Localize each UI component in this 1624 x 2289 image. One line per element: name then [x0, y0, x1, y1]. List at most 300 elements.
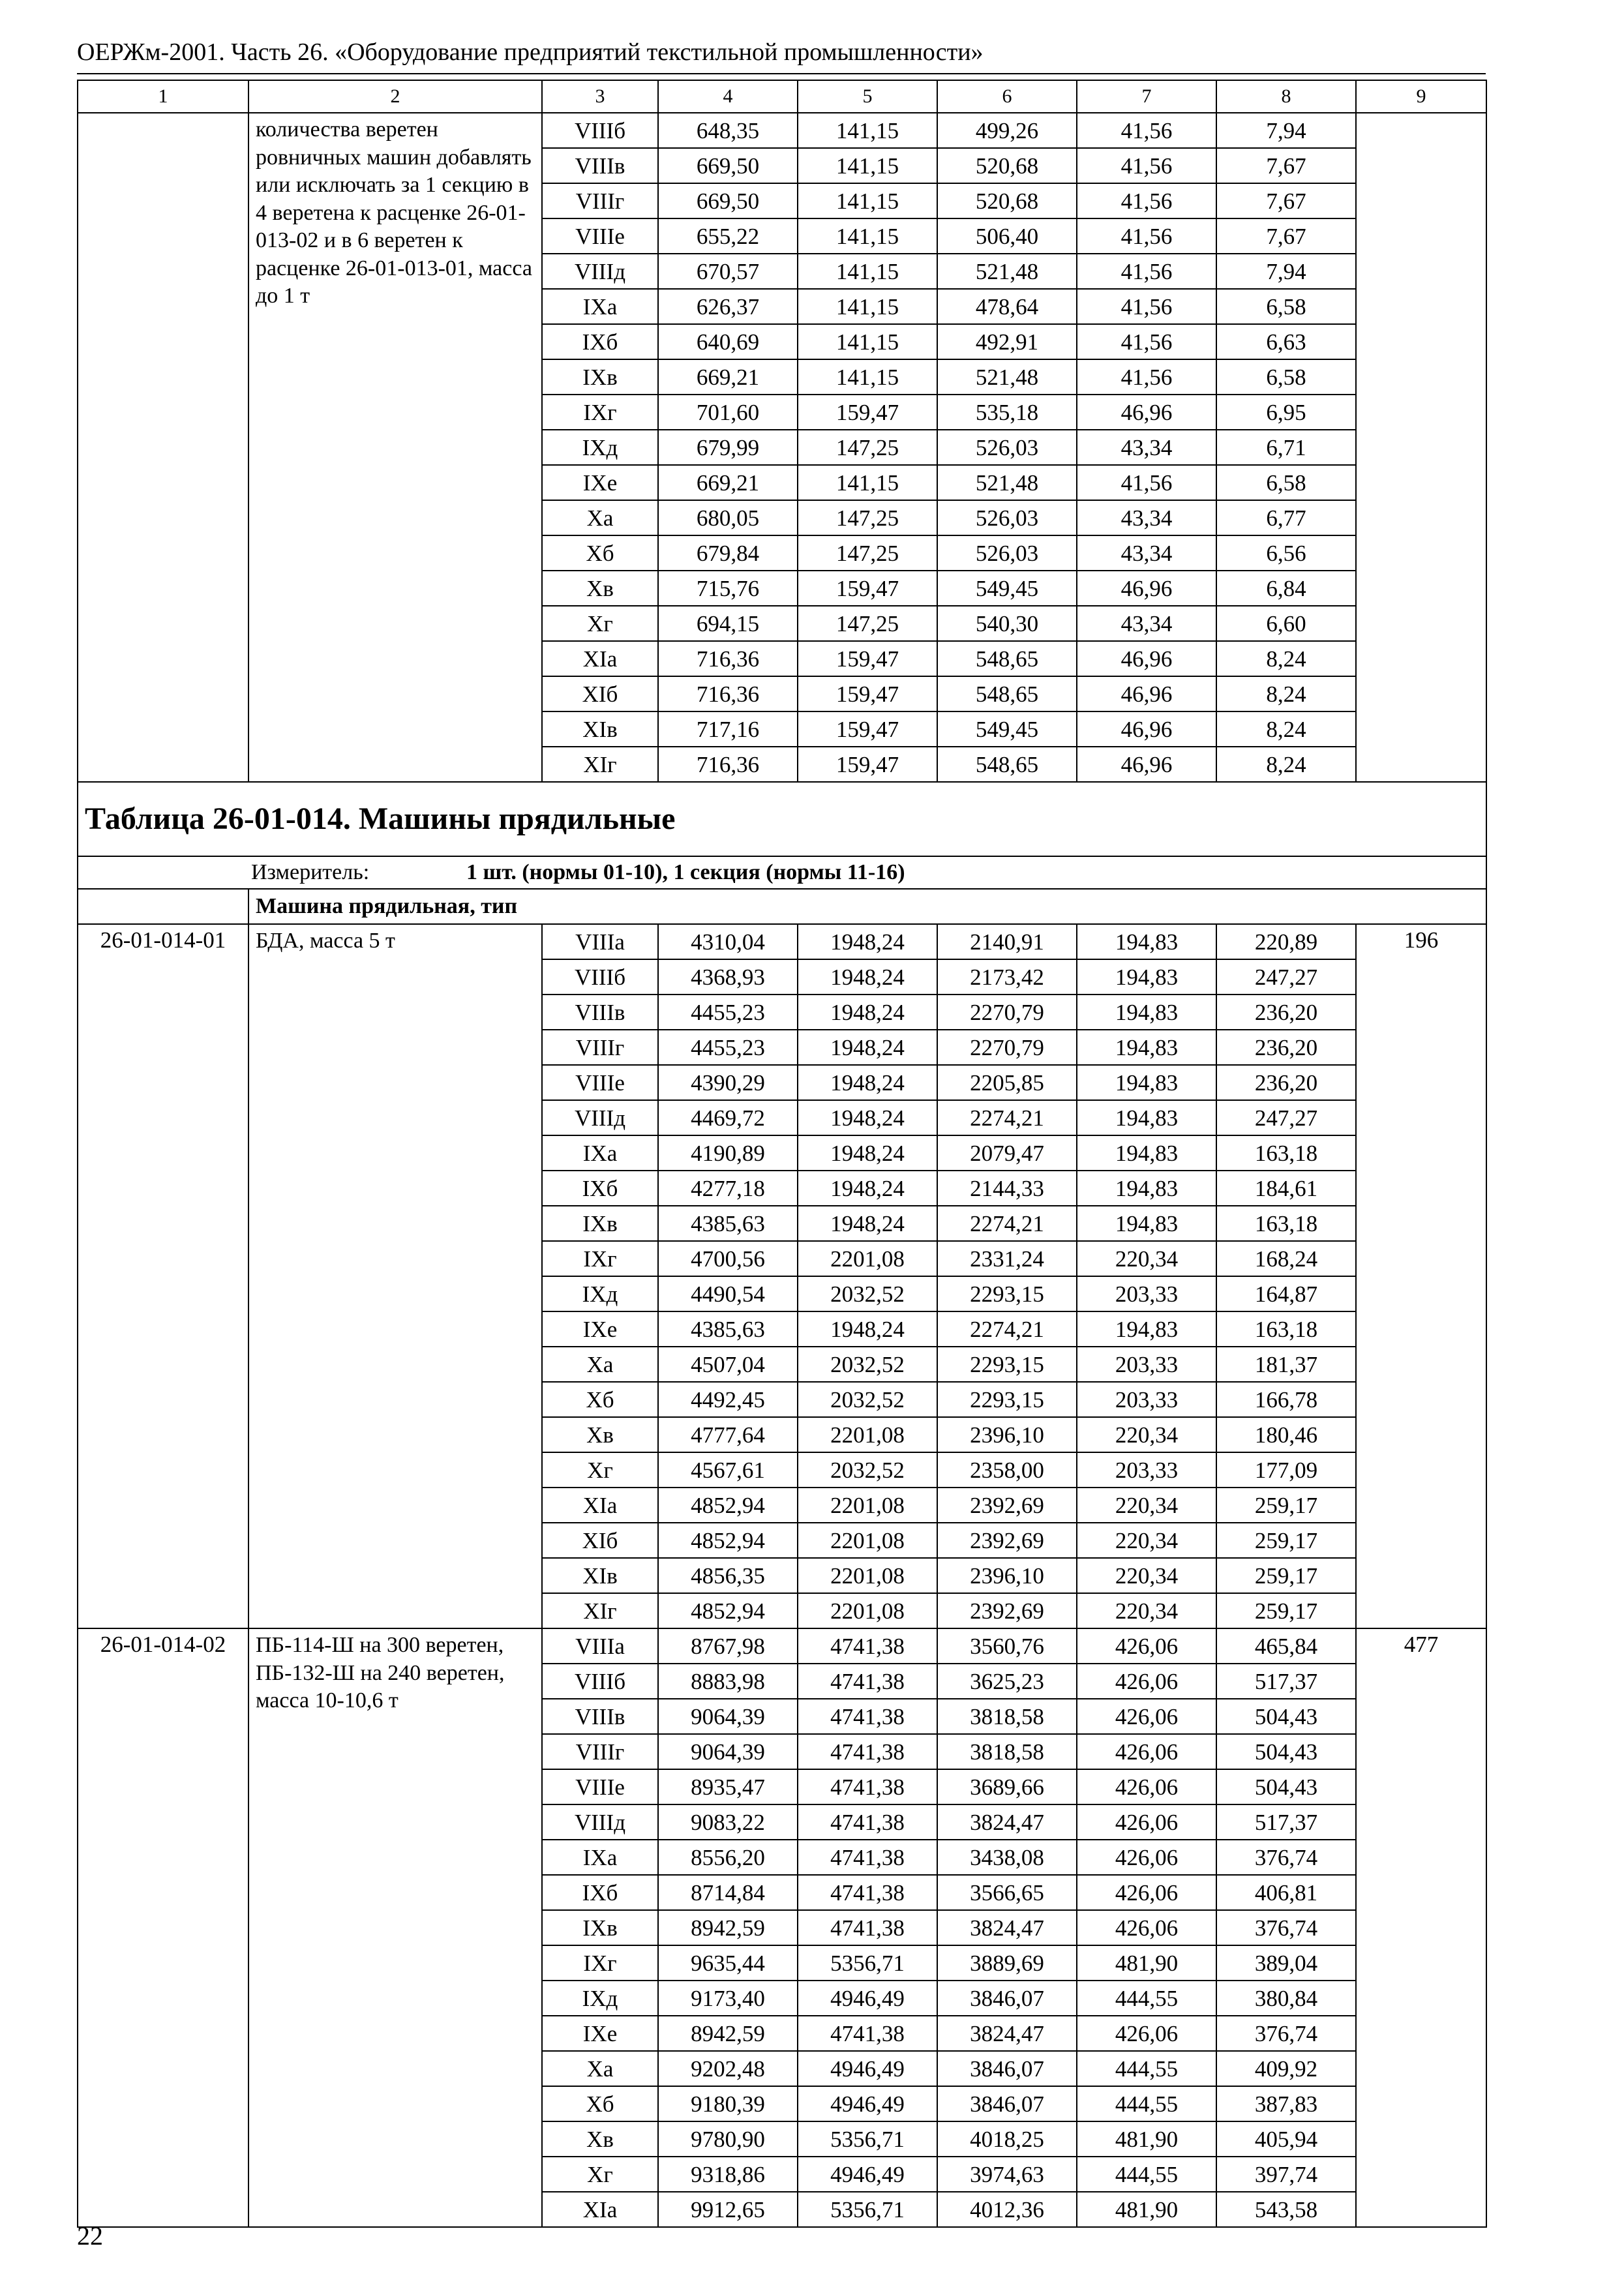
- value-cell: 4741,38: [798, 1804, 937, 1840]
- value-cell: 220,34: [1077, 1558, 1216, 1593]
- value-cell: 3438,08: [937, 1840, 1077, 1875]
- value-cell: 236,20: [1216, 995, 1356, 1030]
- value-cell: 203,33: [1077, 1382, 1216, 1417]
- zone-cell: VIIIд: [542, 1804, 658, 1840]
- value-cell: 3846,07: [937, 2086, 1077, 2121]
- value-cell: 389,04: [1216, 1945, 1356, 1981]
- value-cell: 194,83: [1077, 1100, 1216, 1135]
- table-title-row: [78, 782, 1486, 856]
- value-cell: 3818,58: [937, 1734, 1077, 1769]
- value-cell: 4018,25: [937, 2121, 1077, 2157]
- value-cell: 46,96: [1077, 641, 1216, 676]
- value-cell: 1948,24: [798, 924, 937, 959]
- value-cell: 4852,94: [658, 1523, 798, 1558]
- value-cell: 3846,07: [937, 1981, 1077, 2016]
- value-cell: 2201,08: [798, 1593, 937, 1628]
- value-cell: 9318,86: [658, 2157, 798, 2192]
- zone-cell: VIIIе: [542, 218, 658, 254]
- value-cell: 2274,21: [937, 1100, 1077, 1135]
- value-cell: 7,94: [1216, 113, 1356, 148]
- section-row: [78, 889, 1486, 924]
- value-cell: 2293,15: [937, 1382, 1077, 1417]
- value-cell: 504,43: [1216, 1734, 1356, 1769]
- zone-cell: IXд: [542, 1981, 658, 2016]
- value-cell: 6,60: [1216, 606, 1356, 641]
- value-cell: 4567,61: [658, 1452, 798, 1488]
- zone-cell: VIIIв: [542, 1699, 658, 1734]
- value-cell: 679,99: [658, 430, 798, 465]
- zone-cell: XIб: [542, 1523, 658, 1558]
- value-cell: 444,55: [1077, 1981, 1216, 2016]
- measure-value: 1 шт. (нормы 01-10), 1 секция (нормы 11-16): [466, 860, 905, 884]
- zone-cell: XIа: [542, 2192, 658, 2227]
- value-cell: 43,34: [1077, 606, 1216, 641]
- value-cell: 426,06: [1077, 1910, 1216, 1945]
- value-cell: 43,34: [1077, 535, 1216, 571]
- zone-cell: Xб: [542, 535, 658, 571]
- value-cell: 7,67: [1216, 218, 1356, 254]
- value-cell: 43,34: [1077, 430, 1216, 465]
- value-cell: 2358,00: [937, 1452, 1077, 1488]
- value-cell: 141,15: [798, 254, 937, 289]
- zone-cell: VIIIа: [542, 924, 658, 959]
- value-cell: 640,69: [658, 324, 798, 359]
- value-cell: 141,15: [798, 218, 937, 254]
- value-cell: 517,37: [1216, 1804, 1356, 1840]
- zone-cell: XIг: [542, 1593, 658, 1628]
- column-number: 8: [1216, 80, 1356, 113]
- column-number: 9: [1356, 80, 1486, 113]
- value-cell: 2032,52: [798, 1382, 937, 1417]
- value-cell: 41,56: [1077, 465, 1216, 500]
- weight-cell: 196: [1356, 924, 1486, 1628]
- value-cell: 717,16: [658, 711, 798, 747]
- value-cell: 194,83: [1077, 1171, 1216, 1206]
- value-cell: 46,96: [1077, 571, 1216, 606]
- value-cell: 4946,49: [798, 1981, 937, 2016]
- value-cell: 465,84: [1216, 1628, 1356, 1664]
- value-cell: 549,45: [937, 711, 1077, 747]
- value-cell: 409,92: [1216, 2051, 1356, 2086]
- table-title: Таблица 26-01-014. Машины прядильные: [78, 782, 1486, 856]
- value-cell: 9202,48: [658, 2051, 798, 2086]
- measure-cell: [78, 856, 1486, 889]
- zone-cell: VIIIг: [542, 183, 658, 218]
- value-cell: 426,06: [1077, 1804, 1216, 1840]
- value-cell: 716,36: [658, 641, 798, 676]
- value-cell: 406,81: [1216, 1875, 1356, 1910]
- value-cell: 259,17: [1216, 1523, 1356, 1558]
- value-cell: 3846,07: [937, 2051, 1077, 2086]
- value-cell: 2205,85: [937, 1065, 1077, 1100]
- value-cell: 526,03: [937, 430, 1077, 465]
- value-cell: 4277,18: [658, 1171, 798, 1206]
- value-cell: 2274,21: [937, 1206, 1077, 1241]
- value-cell: 6,84: [1216, 571, 1356, 606]
- value-cell: 626,37: [658, 289, 798, 324]
- value-cell: 4310,04: [658, 924, 798, 959]
- value-cell: 548,65: [937, 676, 1077, 711]
- value-cell: 41,56: [1077, 254, 1216, 289]
- value-cell: 203,33: [1077, 1347, 1216, 1382]
- value-cell: 159,47: [798, 711, 937, 747]
- value-cell: 1948,24: [798, 959, 937, 995]
- value-cell: 680,05: [658, 500, 798, 535]
- zone-cell: Xа: [542, 2051, 658, 2086]
- value-cell: 4455,23: [658, 995, 798, 1030]
- value-cell: 8935,47: [658, 1769, 798, 1804]
- zone-cell: Xа: [542, 1347, 658, 1382]
- value-cell: 2392,69: [937, 1523, 1077, 1558]
- value-cell: 4385,63: [658, 1206, 798, 1241]
- rate-code: 26-01-014-02: [78, 1628, 248, 2227]
- value-cell: 194,83: [1077, 1030, 1216, 1065]
- table-row: [78, 113, 1486, 148]
- value-cell: 669,50: [658, 148, 798, 183]
- value-cell: 2274,21: [937, 1311, 1077, 1347]
- value-cell: 6,58: [1216, 359, 1356, 395]
- value-cell: 177,09: [1216, 1452, 1356, 1488]
- value-cell: 2293,15: [937, 1347, 1077, 1382]
- document-header: ОЕРЖм-2001. Часть 26. «Оборудование предприятий текстильной промышленности»: [77, 38, 984, 66]
- value-cell: 236,20: [1216, 1030, 1356, 1065]
- zone-cell: VIIIе: [542, 1065, 658, 1100]
- value-cell: 376,74: [1216, 1840, 1356, 1875]
- value-cell: 141,15: [798, 183, 937, 218]
- column-number: 3: [542, 80, 658, 113]
- value-cell: 9180,39: [658, 2086, 798, 2121]
- value-cell: 506,40: [937, 218, 1077, 254]
- value-cell: 2201,08: [798, 1241, 937, 1276]
- value-cell: 376,74: [1216, 1910, 1356, 1945]
- value-cell: 6,71: [1216, 430, 1356, 465]
- measure-row: [78, 856, 1486, 889]
- zone-cell: Xг: [542, 1452, 658, 1488]
- value-cell: 405,94: [1216, 2121, 1356, 2157]
- rate-code: [78, 113, 248, 782]
- value-cell: 701,60: [658, 395, 798, 430]
- zone-cell: IXб: [542, 1875, 658, 1910]
- column-number-row: [78, 80, 1486, 113]
- value-cell: 141,15: [798, 324, 937, 359]
- column-number: 4: [658, 80, 798, 113]
- value-cell: 669,21: [658, 465, 798, 500]
- value-cell: 194,83: [1077, 924, 1216, 959]
- value-cell: 4492,45: [658, 1382, 798, 1417]
- value-cell: 9064,39: [658, 1699, 798, 1734]
- value-cell: 8,24: [1216, 641, 1356, 676]
- value-cell: 1948,24: [798, 995, 937, 1030]
- value-cell: 444,55: [1077, 2086, 1216, 2121]
- value-cell: 259,17: [1216, 1558, 1356, 1593]
- value-cell: 4490,54: [658, 1276, 798, 1311]
- value-cell: 2396,10: [937, 1417, 1077, 1452]
- rate-description: количества веретен ровничных машин добавлять или исключать за 1 секцию в 4 веретена к расценке 26-01-013-02 и в 6 веретен к расценке 26-01-013-01, масса до 1 т: [248, 113, 542, 782]
- value-cell: 1948,24: [798, 1065, 937, 1100]
- zone-cell: Xв: [542, 1417, 658, 1452]
- value-cell: 1948,24: [798, 1100, 937, 1135]
- value-cell: 259,17: [1216, 1593, 1356, 1628]
- value-cell: 380,84: [1216, 1981, 1356, 2016]
- value-cell: 194,83: [1077, 1135, 1216, 1171]
- value-cell: 180,46: [1216, 1417, 1356, 1452]
- value-cell: 4741,38: [798, 1840, 937, 1875]
- value-cell: 4741,38: [798, 1769, 937, 1804]
- rates-table: [77, 80, 1487, 2228]
- value-cell: 41,56: [1077, 183, 1216, 218]
- value-cell: 9912,65: [658, 2192, 798, 2227]
- value-cell: 4741,38: [798, 1699, 937, 1734]
- value-cell: 184,61: [1216, 1171, 1356, 1206]
- value-cell: 4856,35: [658, 1558, 798, 1593]
- value-cell: 670,57: [658, 254, 798, 289]
- value-cell: 2293,15: [937, 1276, 1077, 1311]
- value-cell: 426,06: [1077, 1734, 1216, 1769]
- zone-cell: IXа: [542, 1840, 658, 1875]
- value-cell: 426,06: [1077, 1699, 1216, 1734]
- value-cell: 46,96: [1077, 711, 1216, 747]
- rate-description: ПБ-114-Ш на 300 веретен, ПБ-132-Ш на 240 веретен, масса 10-10,6 т: [248, 1628, 542, 2227]
- value-cell: 4741,38: [798, 1664, 937, 1699]
- value-cell: 147,25: [798, 500, 937, 535]
- zone-cell: XIб: [542, 676, 658, 711]
- value-cell: 426,06: [1077, 1875, 1216, 1910]
- value-cell: 1948,24: [798, 1311, 937, 1347]
- value-cell: 4469,72: [658, 1100, 798, 1135]
- section-code: [78, 889, 248, 924]
- value-cell: 5356,71: [798, 1945, 937, 1981]
- column-number: 2: [248, 80, 542, 113]
- value-cell: 4741,38: [798, 1875, 937, 1910]
- value-cell: 526,03: [937, 500, 1077, 535]
- value-cell: 8942,59: [658, 1910, 798, 1945]
- measure-label: Измеритель:: [251, 860, 370, 884]
- value-cell: 521,48: [937, 359, 1077, 395]
- value-cell: 147,25: [798, 430, 937, 465]
- page-number: 22: [77, 2221, 103, 2251]
- value-cell: 3625,23: [937, 1664, 1077, 1699]
- value-cell: 2032,52: [798, 1347, 937, 1382]
- value-cell: 9083,22: [658, 1804, 798, 1840]
- value-cell: 4700,56: [658, 1241, 798, 1276]
- value-cell: 4946,49: [798, 2051, 937, 2086]
- value-cell: 259,17: [1216, 1488, 1356, 1523]
- zone-cell: VIIIа: [542, 1628, 658, 1664]
- value-cell: 397,74: [1216, 2157, 1356, 2192]
- value-cell: 247,27: [1216, 1100, 1356, 1135]
- value-cell: 4190,89: [658, 1135, 798, 1171]
- value-cell: 3818,58: [937, 1699, 1077, 1734]
- zone-cell: Xб: [542, 2086, 658, 2121]
- zone-cell: Xв: [542, 2121, 658, 2157]
- value-cell: 8,24: [1216, 747, 1356, 782]
- column-number: 5: [798, 80, 937, 113]
- value-cell: 7,67: [1216, 183, 1356, 218]
- value-cell: 549,45: [937, 571, 1077, 606]
- column-number: 7: [1077, 80, 1216, 113]
- value-cell: 163,18: [1216, 1206, 1356, 1241]
- value-cell: 159,47: [798, 641, 937, 676]
- column-number: 1: [78, 80, 248, 113]
- value-cell: 655,22: [658, 218, 798, 254]
- weight-cell: 477: [1356, 1628, 1486, 2227]
- value-cell: 8556,20: [658, 1840, 798, 1875]
- value-cell: 41,56: [1077, 289, 1216, 324]
- value-cell: 194,83: [1077, 1311, 1216, 1347]
- value-cell: 6,58: [1216, 465, 1356, 500]
- value-cell: 4741,38: [798, 1734, 937, 1769]
- value-cell: 2392,69: [937, 1593, 1077, 1628]
- value-cell: 194,83: [1077, 995, 1216, 1030]
- value-cell: 716,36: [658, 676, 798, 711]
- zone-cell: IXв: [542, 1910, 658, 1945]
- value-cell: 2144,33: [937, 1171, 1077, 1206]
- value-cell: 163,18: [1216, 1135, 1356, 1171]
- value-cell: 46,96: [1077, 395, 1216, 430]
- value-cell: 648,35: [658, 113, 798, 148]
- value-cell: 2201,08: [798, 1558, 937, 1593]
- value-cell: 159,47: [798, 676, 937, 711]
- value-cell: 540,30: [937, 606, 1077, 641]
- value-cell: 7,67: [1216, 148, 1356, 183]
- value-cell: 535,18: [937, 395, 1077, 430]
- value-cell: 247,27: [1216, 959, 1356, 995]
- value-cell: 159,47: [798, 571, 937, 606]
- value-cell: 376,74: [1216, 2016, 1356, 2051]
- value-cell: 481,90: [1077, 2192, 1216, 2227]
- value-cell: 521,48: [937, 254, 1077, 289]
- value-cell: 6,63: [1216, 324, 1356, 359]
- zone-cell: XIг: [542, 747, 658, 782]
- zone-cell: VIIIб: [542, 1664, 658, 1699]
- value-cell: 521,48: [937, 465, 1077, 500]
- value-cell: 4390,29: [658, 1065, 798, 1100]
- zone-cell: IXг: [542, 395, 658, 430]
- value-cell: 8883,98: [658, 1664, 798, 1699]
- value-cell: 5356,71: [798, 2192, 937, 2227]
- column-number: 6: [937, 80, 1077, 113]
- value-cell: 3824,47: [937, 1804, 1077, 1840]
- value-cell: 526,03: [937, 535, 1077, 571]
- value-cell: 6,77: [1216, 500, 1356, 535]
- value-cell: 6,56: [1216, 535, 1356, 571]
- zone-cell: IXа: [542, 1135, 658, 1171]
- zone-cell: VIIIг: [542, 1734, 658, 1769]
- value-cell: 6,95: [1216, 395, 1356, 430]
- value-cell: 9780,90: [658, 2121, 798, 2157]
- zone-cell: VIIIд: [542, 254, 658, 289]
- value-cell: 159,47: [798, 395, 937, 430]
- value-cell: 1948,24: [798, 1135, 937, 1171]
- value-cell: 387,83: [1216, 2086, 1356, 2121]
- value-cell: 444,55: [1077, 2051, 1216, 2086]
- rate-description: БДА, масса 5 т: [248, 924, 542, 1628]
- value-cell: 517,37: [1216, 1664, 1356, 1699]
- value-cell: 499,26: [937, 113, 1077, 148]
- value-cell: 3824,47: [937, 1910, 1077, 1945]
- value-cell: 715,76: [658, 571, 798, 606]
- zone-cell: XIв: [542, 711, 658, 747]
- zone-cell: VIIIв: [542, 995, 658, 1030]
- value-cell: 2032,52: [798, 1452, 937, 1488]
- zone-cell: VIIIг: [542, 1030, 658, 1065]
- value-cell: 220,89: [1216, 924, 1356, 959]
- value-cell: 4741,38: [798, 1628, 937, 1664]
- value-cell: 9173,40: [658, 1981, 798, 2016]
- value-cell: 4455,23: [658, 1030, 798, 1065]
- value-cell: 41,56: [1077, 113, 1216, 148]
- value-cell: 3566,65: [937, 1875, 1077, 1910]
- value-cell: 2201,08: [798, 1417, 937, 1452]
- value-cell: 141,15: [798, 359, 937, 395]
- value-cell: 2331,24: [937, 1241, 1077, 1276]
- zone-cell: IXе: [542, 2016, 658, 2051]
- zone-cell: VIIIд: [542, 1100, 658, 1135]
- value-cell: 716,36: [658, 747, 798, 782]
- value-cell: 4385,63: [658, 1311, 798, 1347]
- value-cell: 2201,08: [798, 1523, 937, 1558]
- value-cell: 4852,94: [658, 1488, 798, 1523]
- value-cell: 481,90: [1077, 2121, 1216, 2157]
- zone-cell: Xа: [542, 500, 658, 535]
- value-cell: 1948,24: [798, 1206, 937, 1241]
- value-cell: 543,58: [1216, 2192, 1356, 2227]
- value-cell: 3824,47: [937, 2016, 1077, 2051]
- zone-cell: IXе: [542, 465, 658, 500]
- value-cell: 46,96: [1077, 676, 1216, 711]
- zone-cell: VIIIе: [542, 1769, 658, 1804]
- value-cell: 141,15: [798, 148, 937, 183]
- value-cell: 220,34: [1077, 1417, 1216, 1452]
- zone-cell: Xб: [542, 1382, 658, 1417]
- value-cell: 504,43: [1216, 1699, 1356, 1734]
- value-cell: 163,18: [1216, 1311, 1356, 1347]
- value-cell: 1948,24: [798, 1171, 937, 1206]
- value-cell: 4852,94: [658, 1593, 798, 1628]
- value-cell: 220,34: [1077, 1593, 1216, 1628]
- zone-cell: IXд: [542, 1276, 658, 1311]
- value-cell: 164,87: [1216, 1276, 1356, 1311]
- zone-cell: VIIIб: [542, 959, 658, 995]
- value-cell: 2270,79: [937, 1030, 1077, 1065]
- value-cell: 166,78: [1216, 1382, 1356, 1417]
- header-rule: [77, 73, 1486, 74]
- value-cell: 41,56: [1077, 218, 1216, 254]
- value-cell: 1948,24: [798, 1030, 937, 1065]
- value-cell: 548,65: [937, 641, 1077, 676]
- value-cell: 492,91: [937, 324, 1077, 359]
- value-cell: 203,33: [1077, 1276, 1216, 1311]
- value-cell: 159,47: [798, 747, 937, 782]
- zone-cell: Xг: [542, 606, 658, 641]
- table-row: [78, 1628, 1486, 1664]
- zone-cell: VIIIв: [542, 148, 658, 183]
- rate-code: 26-01-014-01: [78, 924, 248, 1628]
- value-cell: 194,83: [1077, 959, 1216, 995]
- value-cell: 8767,98: [658, 1628, 798, 1664]
- value-cell: 168,24: [1216, 1241, 1356, 1276]
- value-cell: 2396,10: [937, 1558, 1077, 1593]
- value-cell: 3560,76: [937, 1628, 1077, 1664]
- value-cell: 4368,93: [658, 959, 798, 995]
- value-cell: 3689,66: [937, 1769, 1077, 1804]
- value-cell: 8714,84: [658, 1875, 798, 1910]
- value-cell: 3974,63: [937, 2157, 1077, 2192]
- zone-cell: IXе: [542, 1311, 658, 1347]
- value-cell: 4946,49: [798, 2086, 937, 2121]
- value-cell: 444,55: [1077, 2157, 1216, 2192]
- value-cell: 6,58: [1216, 289, 1356, 324]
